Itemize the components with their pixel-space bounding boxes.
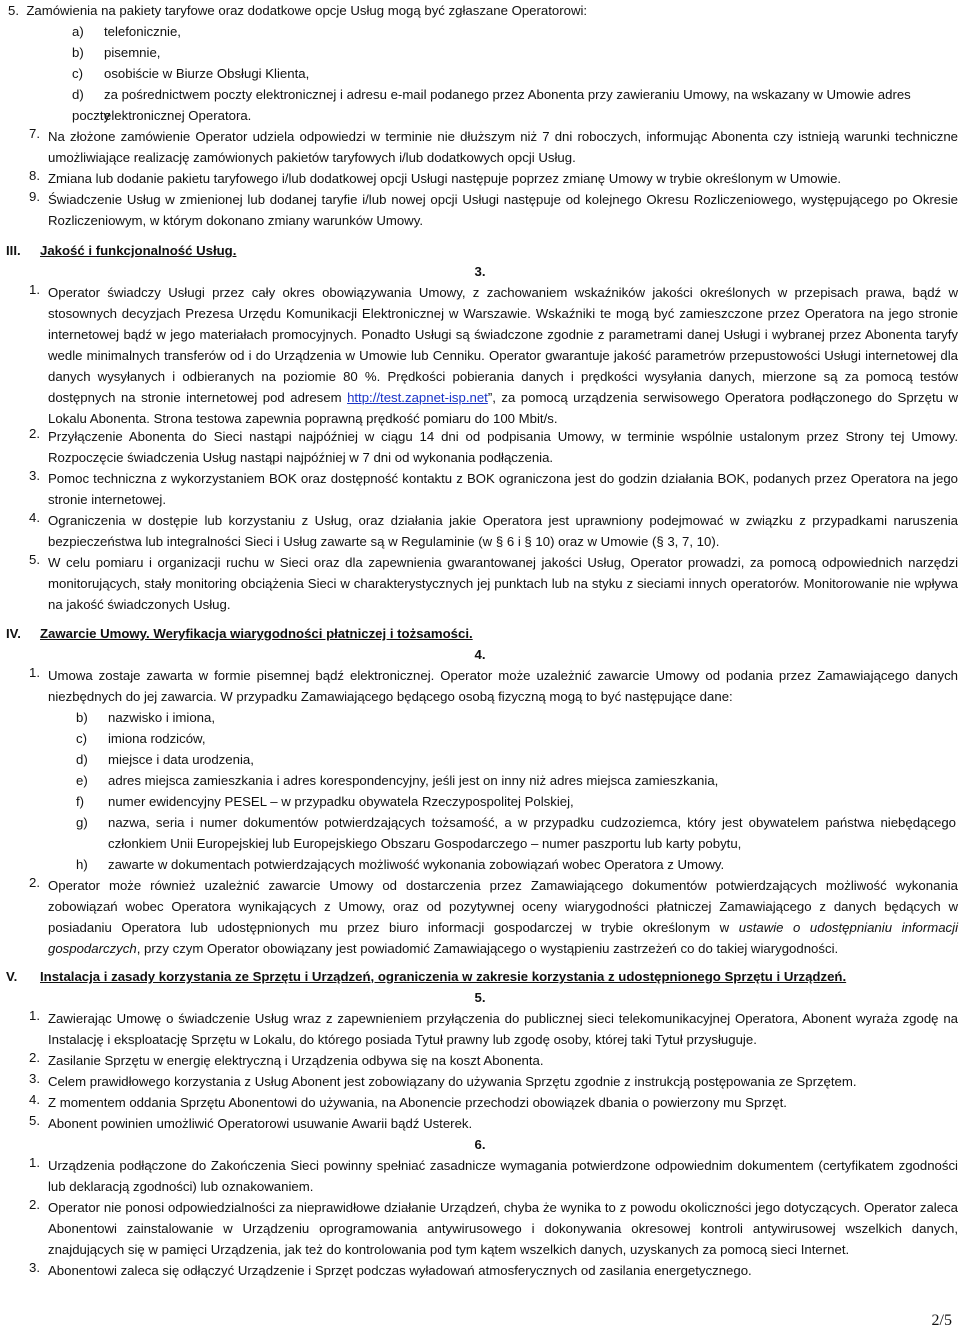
paragraph-5: 5. Zamówienia na pakiety taryfowe oraz dodatkowe opcje Usług mogą być zgłaszane Operatorowi: — [8, 3, 588, 18]
item-text: Zawierając Umowę o świadczenie Usług wraz z zapewnieniem przyłączenia do publicznej sieci telekomunikacyjnej Operatora, Abonent wyraża zgodę na Instalację i eksploatację Sprzętu w Lokalu, do którego posiada Tytuł prawny lub zgodę osoby, której taki Tytuł przysługuje. — [48, 1011, 958, 1047]
list-item — [76, 791, 956, 812]
list-item — [8, 1197, 958, 1260]
item-text: Abonentowi zaleca się odłączyć Urządzenie i Sprzęt podczas wyładowań atmosferycznych od zasilania energetycznego. — [48, 1263, 752, 1278]
list-item — [72, 63, 952, 84]
list-item — [8, 1092, 958, 1113]
test-link[interactable]: http://test.zapnet-isp.net — [347, 390, 488, 405]
list-letter: d) — [72, 87, 84, 102]
list-item — [76, 749, 956, 770]
list-text: telefonicznie, — [104, 24, 181, 39]
paragraph-8 — [8, 168, 958, 189]
list-item — [8, 875, 958, 959]
item-text: Z momentem oddania Sprzętu Abonentowi do używania, na Abonencie przechodzi obowiązek dbania o powierzony mu Sprzęt. — [48, 1095, 787, 1110]
item-text: Operator może również uzależnić zawarcie Umowy od dostarczenia przez Zamawiającego dokumentów potwierdzających możliwość wykonania zobowiązań wobec Operatora wynikających z Umowy, oraz od pozytywnej oceny wiarygodności płatniczej Zamawiającego z danych będących w posiadaniu Operatora lub udostępnionych mu przez biuro informacji gospodarczej w trybie określonym w ustawie o udostępnianiu informacji gospodarczych, przy czym Operator obowiązany jest powiadomić Zamawiającego o wystąpieniu zastrzeżeń co do takiej wiarygodności. — [48, 878, 959, 956]
item-text: Ograniczenia w dostępie lub korzystaniu z Usług, oraz działania jakie Operatora jest uprawniony podejmować w związku z przypadkami naruszenia bezpieczeństwa lub integralności Sieci i Usług zawarte są w Regulaminie (w § 6 i § 10) oraz w Umowie (§ 3, 7, 10). — [48, 513, 958, 549]
section-roman: V. — [6, 969, 18, 984]
section-heading-v — [6, 966, 956, 987]
item-number: 2. — [29, 1197, 40, 1212]
list-letter: e) — [76, 773, 88, 788]
section-title: Instalacja i zasady korzystania ze Sprzętu i Urządzeń, ograniczenia w zakresie korzystania z udostępnionego Sprzętu i Urządzeń. — [40, 969, 847, 984]
item-text: W celu pomiaru i organizacji ruchu w Sieci oraz dla zapewnienia gwarantowanej jakości Usług, Operator prowadzi, za pomocą odpowiednich narzędzi monitorujących, stały monitoring obciążenia Sieci w charakterystycznych jej punktach lub na styku z sieciami innych operatorów. Monitorowanie nie wpływa na jakość świadczonych Usług. — [48, 555, 958, 612]
list-item — [8, 426, 958, 468]
section-roman: IV. — [6, 626, 21, 641]
item-text: Umowa zostaje zawarta w formie pisemnej bądź elektronicznej. Operator może uzależnić zawarcie Umowy od podania przez Zamawiającego danych niezbędnych do jej zawarcia. W przypadku Zamawiającego będącego osobą fizyczną mogą to być następujące dane: — [48, 668, 958, 704]
paragraph-marker: 3. — [474, 264, 486, 279]
list-text: osobiście w Biurze Obsługi Klienta, — [104, 66, 310, 81]
item-number: 8. — [29, 168, 40, 183]
item-text: Przyłączenie Abonenta do Sieci nastąpi najpóźniej w ciągu 14 dni od podpisania Umowy, w terminie wspólnie ustalonym przez Strony tej Umowy. Rozpoczęcie świadczenia Usług nastąpi najpóźniej w 7 dni od wykonania podłączenia. — [48, 429, 958, 465]
list-text: adres miejsca zamieszkania i adres korespondencyjny, jeśli jest on inny niż adres miejsca zamieszkania, — [108, 773, 719, 788]
section-heading-iv — [6, 623, 956, 644]
list-item — [76, 707, 956, 728]
item-number: 4. — [29, 510, 40, 525]
list-letter: a) — [72, 24, 84, 39]
item-number: 5. — [29, 1113, 40, 1128]
list-text: nazwa, seria i numer dokumentów potwierdzających tożsamość, a w przypadku cudzoziemca, który jest obywatelem państwa niebędącego członkiem Unii Europejskiej lub Europejskiego Obszaru Gospodarczego – numer paszportu lub karty pobytu, — [108, 815, 956, 851]
item-number: 2. — [29, 1050, 40, 1065]
item-number: 3. — [29, 1071, 40, 1086]
item-number: 7. — [29, 126, 40, 141]
section-roman: III. — [6, 243, 21, 258]
item-text: Operator świadczy Usługi przez cały okres obowiązywania Umowy, z zachowaniem wskaźników jakości określonych w przepisach prawa, bądź w stosownych decyzjach Prezesa Urzędu Komunikacji Elektronicznej w Warszawie. Wskaźniki te mogą być zamieszczone przez Operatora na jego stronie internetowej bądź w jego materiałach promocyjnych. Ponadto Usługi są świadczone zgodnie z parametrami danej Usługi i wybranej przez Abonenta taryfy wedle minimalnych transferów od i do Urządzenia w Umowie lub Cenniku. Operator gwarantuje jakość parametrów przepustowości Usługi internetowej dla danych wysyłanych i odbieranych na poziomie 80 %. Prędkości pobierania danych i prędkości wysyłania danych, mierzone są za pomocą testów dostępnych na stronie internetowej pod adresem http://test.zapnet-isp.net”, za pomocą urządzenia serwisowego Operatora podłączonego do Sprzętu w Lokalu Abonenta. Strona testowa zapewnia poprawną prędkość pomiaru do 100 Mbit/s. — [48, 285, 958, 426]
list-item — [76, 770, 956, 791]
paragraph-marker: 6. — [474, 1137, 486, 1152]
list-text: zawarte w dokumentach potwierdzających możliwość wykonania zobowiązań wobec Operatora z Umowy. — [108, 857, 725, 872]
item-number: 3. — [29, 1260, 40, 1275]
list-letter: b) — [76, 710, 88, 725]
item-number: 1. — [29, 665, 40, 680]
section-title: Jakość i funkcjonalność Usług. — [40, 243, 237, 258]
list-item — [8, 468, 958, 510]
list-letter: g) — [76, 815, 88, 830]
list-item — [76, 854, 956, 875]
item-text: Abonent powinien umożliwić Operatorowi usuwanie Awarii bądź Usterek. — [48, 1116, 473, 1131]
list-item — [8, 510, 958, 552]
list-item — [8, 1155, 958, 1197]
list-item — [8, 1050, 958, 1071]
list-item — [8, 552, 958, 615]
list-letter: d) — [76, 752, 88, 767]
item-text: Urządzenia podłączone do Zakończenia Sieci powinny spełniać zasadnicze wymagania potwierdzone odpowiednim dokumentem (certyfikatem zgodności lub deklaracją zgodności) lub oznakowaniem. — [48, 1158, 958, 1194]
item-number: 2. — [29, 426, 40, 441]
item-text: Świadczenie Usług w zmienionej lub dodanej taryfie i/lub nowej opcji Usługi następuje od kolejnego Okresu Rozliczeniowego, występującego po Okresie Rozliczeniowym, w którym dokonano zmiany warunków Umowy. — [48, 192, 958, 228]
list-letter: c) — [72, 66, 83, 81]
paragraph-marker: 4. — [474, 647, 486, 662]
section-heading-iii — [6, 240, 956, 261]
list-text: miejsce i data urodzenia, — [108, 752, 254, 767]
list-text: nazwisko i imiona, — [108, 710, 216, 725]
list-item — [8, 665, 958, 707]
list-item — [72, 42, 952, 63]
list-item — [8, 1071, 958, 1092]
item-text: Celem prawidłowego korzystania z Usług Abonent jest zobowiązany do używania Sprzętu zgodnie z instrukcją postępowania ze Sprzętem. — [48, 1074, 857, 1089]
list-text: imiona rodziców, — [108, 731, 206, 746]
item-number: 4. — [29, 1092, 40, 1107]
list-item — [76, 812, 956, 854]
paragraph-marker: 5. — [474, 990, 486, 1005]
page-number: 2/5 — [931, 1312, 952, 1329]
list-item — [8, 1113, 958, 1134]
item-text: Zmiana lub dodanie pakietu taryfowego i/lub dodatkowej opcji Usługi następuje poprzez zmianę Umowy w trybie określonym w Umowie. — [48, 171, 842, 186]
item-number: 3. — [29, 468, 40, 483]
list-letter: c) — [76, 731, 87, 746]
item-number: 5. — [29, 552, 40, 567]
list-letter: f) — [76, 794, 85, 809]
list-text: numer ewidencyjny PESEL – w przypadku obywatela Rzeczypospolitej Polskiej, — [108, 794, 574, 809]
list-item — [76, 728, 956, 749]
item-text: Operator nie ponosi odpowiedzialności za nieprawidłowe działanie Urządzeń, chyba że wynika to z powodu okoliczności jego dotyczących. Operator zaleca Abonentowi zainstalowanie w Urządzeniu oprogramowania antywirusowego i dokonywania okresowej kontroli antywirusowej wszelkich danych, znajdujących się w pamięci Urządzenia, jak też do kontrolowania pod tym kątem wszelkich danych, uzyskanych za pomocą sieci Internet. — [48, 1200, 958, 1257]
section-title: Zawarcie Umowy. Weryfikacja wiarygodności płatniczej i tożsamości. — [40, 626, 473, 641]
item-text: Na złożone zamówienie Operator udziela odpowiedzi w terminie nie dłuższym niż 7 dni roboczych, informując Abonenta czy istnieją warunki techniczne umożliwiające realizację zamówionych pakietów taryfowych i/lub dodatkowych opcji Usług. — [48, 129, 958, 165]
item-number: 9. — [29, 189, 40, 204]
item-number: 1. — [29, 1008, 40, 1023]
list-text: za pośrednictwem poczty elektronicznej i adresu e-mail podanego przez Abonenta przy zawieraniu Umowy, na wskazany w Umowie adres poczty — [72, 87, 911, 123]
list-letter: b) — [72, 45, 84, 60]
paragraph-9 — [8, 189, 958, 231]
list-item — [72, 21, 952, 42]
list-text: elektronicznej Operatora. — [104, 108, 252, 123]
item-number: 1. — [29, 282, 40, 297]
list-item — [8, 1008, 958, 1050]
paragraph-7 — [8, 126, 958, 168]
item-text: Pomoc techniczna z wykorzystaniem BOK oraz dostępność kontaktu z BOK ograniczona jest do godzin działania BOK, podanych przez Operatora na jego stronie internetowej. — [48, 471, 958, 507]
item-number: 1. — [29, 1155, 40, 1170]
list-item — [8, 282, 958, 429]
list-letter: h) — [76, 857, 88, 872]
list-item — [72, 105, 952, 126]
item-text: Zasilanie Sprzętu w energię elektryczną i Urządzenia odbywa się na koszt Abonenta. — [48, 1053, 544, 1068]
list-item — [8, 1260, 958, 1281]
item-number: 2. — [29, 875, 40, 890]
list-text: pisemnie, — [104, 45, 161, 60]
